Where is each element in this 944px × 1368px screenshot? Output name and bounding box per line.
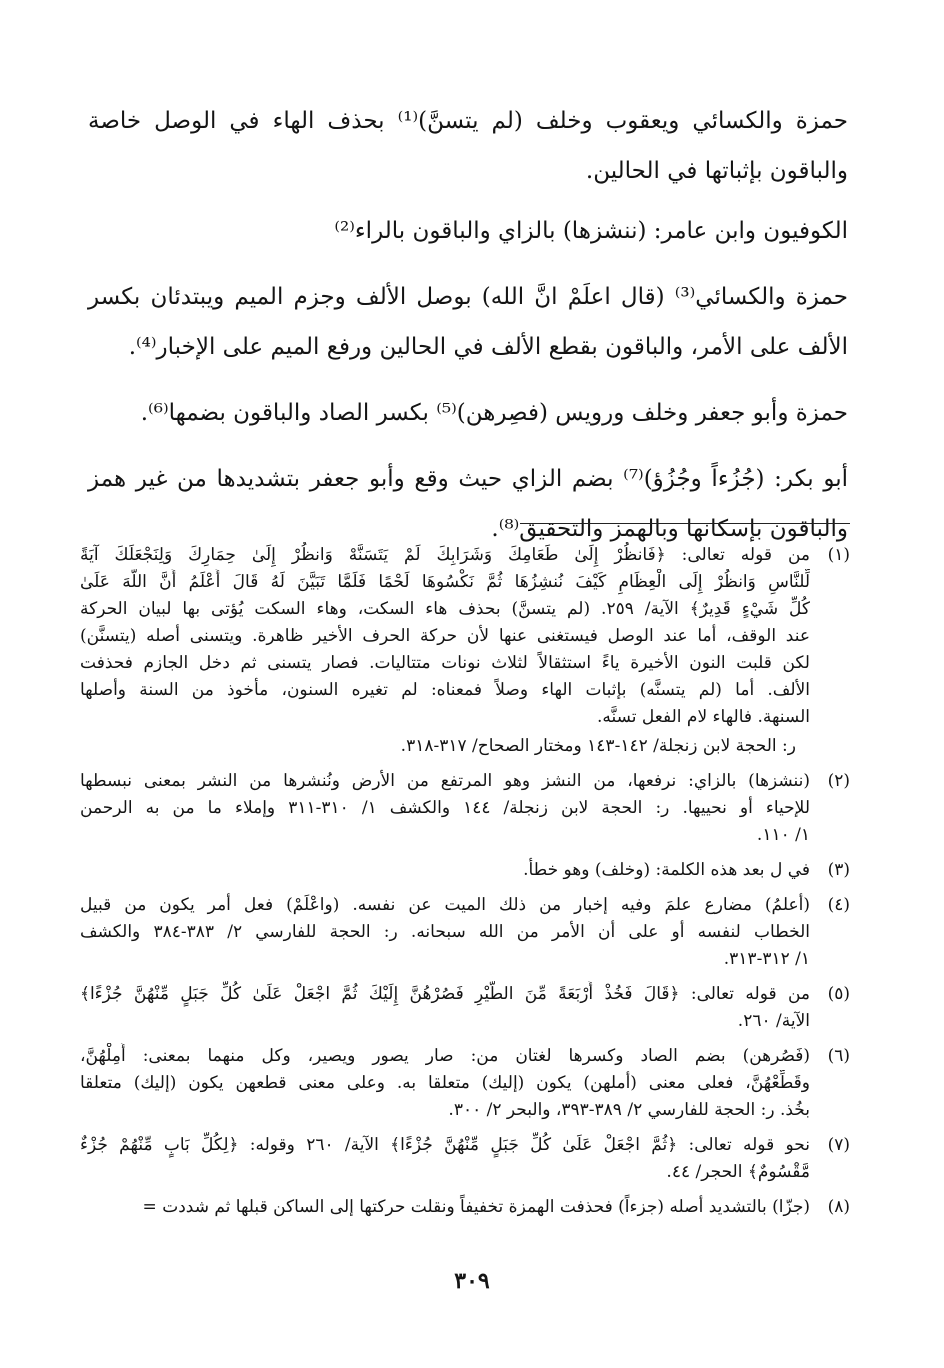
footnote-body xyxy=(80,857,810,884)
footnote-number: (٧) xyxy=(827,1135,850,1155)
footnote-line: لكن قلبت النون الأخيرة ياءً استثقالاً لثلاث نونات متتاليات. فصار يتسنى ثم دخل الجازم فحذفت xyxy=(80,653,810,673)
footnote-line: لِّلنَّاسِ وَانظُرْ إِلَى الْعِظَامِ كَيْفَ نُنشِزُهَا ثُمَّ نَكْسُوهَا لَحْمًا فَلَمَّا تَبَيَّنَ لَهُ قَالَ أَعْلَمُ أَنَّ اللَّهَ عَلَىٰ xyxy=(80,572,810,592)
footnote-number: (٦) xyxy=(827,1046,850,1066)
footnote-line: مَّقْسُومٌ﴾ الحجر/ ٤٤. xyxy=(666,1162,810,1182)
footnote-line: السنهة. فالهاء لام الفعل تسنَّه. xyxy=(596,707,810,727)
page-number: ٣٠٩ xyxy=(454,1268,490,1294)
footnote-line: عند الوقف، أما عند الوصل فيستغنى عنها لأن حركة الحرف الأخير ظاهرة. ويتسنى أصله (يتسنَّن) xyxy=(80,626,810,646)
footnote-reference: ر: الحجة لابن زنجلة/ ١٤٢-١٤٣ ومختار الصحاح/ ٣١٧-٣١٨. xyxy=(400,736,796,756)
footnote-line: ١/ ٣١٢-٣١٣. xyxy=(723,949,810,969)
footnote-number: (٥) xyxy=(827,984,850,1004)
footnote-line: الآية/ ٢٦٠. xyxy=(737,1011,810,1031)
footnote-number: (٢) xyxy=(827,771,850,791)
footnote-line: بخُذ. ر: الحجة للفارسي ٢/ ٣٨٩-٣٩٣، والبحر ٢/ ٣٠٠. xyxy=(448,1100,810,1120)
footnote-body xyxy=(80,1043,810,1124)
footnote-line: كُلِّ شَيْءٍ قَدِيرٌ﴾ الآية/ ٢٥٩. (لم يتسنَّ) بحذف هاء السكت، وهاء السكت يُؤتى بها لبيان الحركة xyxy=(80,599,810,619)
footnote-line: الخطاب لنفسه أو على أن الأمر من الله سبحانه. ر: الحجة للفارسي ٢/ ٣٨٣-٣٨٤ والكشف xyxy=(80,922,810,942)
footnote xyxy=(80,768,850,849)
footnote-body xyxy=(80,1132,810,1186)
footnote-body xyxy=(80,981,810,1035)
footnote-body xyxy=(80,1194,810,1221)
main-text xyxy=(88,96,848,570)
footnote-line: وقَطِّعْهُنَّ، فعلى معنى (أملهن) يكون (إليك) متعلقا به. وعلى معنى قطعهن يكون (إليك) متعلقا xyxy=(80,1073,810,1093)
footnote-number: (١) xyxy=(827,545,850,565)
footnote xyxy=(80,857,850,884)
footnote-body xyxy=(80,542,810,760)
footnote-separator xyxy=(520,523,850,524)
footnote xyxy=(80,542,850,760)
footnote-line: في ل بعد هذه الكلمة: (وخلف) وهو خطأ. xyxy=(523,860,810,880)
footnote-line: (أعلمُ) مضارع علمَ وفيه إخبار من ذلك الميت عن نفسه. (واعْلَمْ) فعل أمر يكون من قبيل xyxy=(80,895,810,915)
footnote-line: (جزّا) بالتشديد أصله (جزءاً) فحذفت الهمزة تخفيفاً ونقلت حركتها إلى الساكن قبلها ثم شددت = xyxy=(142,1197,810,1217)
main-paragraph: أبو بكر: (جُزُءاً وجُزُؤ)⁽⁷⁾ بضم الزاي حيث وقع وأبو جعفر بتشديدها من غير همز والباقون بإسكانها وبالهمز والتحقيق⁽⁸⁾. xyxy=(88,466,849,542)
footnote-line: نحو قوله تعالى: ﴿ثُمَّ اجْعَلْ عَلَىٰ كُلِّ جَبَلٍ مِّنْهُنَّ جُزْءًا﴾ الآية/ ٢٦٠ وقوله: ﴿لِكُلِّ بَابٍ مِّنْهُمْ جُزْءٌ xyxy=(80,1135,810,1155)
footnote xyxy=(80,892,850,973)
footnote-number: (٨) xyxy=(827,1197,850,1217)
footnote-line: من قوله تعالى: ﴿قَالَ فَخُذْ أَرْبَعَةً مِّنَ الطَّيْرِ فَصُرْهُنَّ إِلَيْكَ ثُمَّ اجْعَلْ عَلَىٰ كُلِّ جَبَلٍ مِّنْهُنَّ جُزْءًا﴾ xyxy=(80,984,810,1004)
main-paragraph: الكوفيون وابن عامر: (ننشزها) بالزاي والباقون بالراء⁽²⁾ xyxy=(334,218,848,244)
footnote xyxy=(80,1043,850,1124)
main-paragraph: حمزة وأبو جعفر وخلف ورويس (فصِرهن)⁽⁵⁾ بكسر الصاد والباقون بضمها⁽⁶⁾. xyxy=(140,400,848,426)
footnote-number: (٣) xyxy=(827,860,850,880)
footnote-body xyxy=(80,892,810,973)
footnote xyxy=(80,981,850,1035)
footnote xyxy=(80,1194,850,1221)
footnote-body xyxy=(80,768,810,849)
footnotes xyxy=(80,542,850,1229)
footnote-line: (ننشزها) بالزاي: نرفعها، من النشز وهو المرتفع من الأرض ونُنشرها من النشر بمعنى نبسطها xyxy=(80,771,810,791)
footnote-line: ١/ ١١٠. xyxy=(756,825,810,845)
footnote-line: الألف. أما (لم يتسنَّه) بإثبات الهاء وصلاً فمعناه: لم تغيره السنون، مأخوذ من السنة وأصلها xyxy=(80,680,810,700)
footnote-number: (٤) xyxy=(827,895,850,915)
main-paragraph: حمزة والكسائي⁽³⁾ (قال اعلَمْ انَّ الله) بوصل الألف وجزم الميم ويبتدئان بكسر الألف على الأمر، والباقون بقطع الألف في الحالين ورفع الميم على الإخبار⁽⁴⁾. xyxy=(88,284,848,360)
footnote-line: للإحياء أو نحييها. ر: الحجة لابن زنجلة/ ١٤٤ والكشف ١/ ٣١٠-٣١١ وإملاء ما من به الرحمن xyxy=(80,798,810,818)
footnote-line: من قوله تعالى: ﴿فَانظُرْ إِلَىٰ طَعَامِكَ وَشَرَابِكَ لَمْ يَتَسَنَّهْ وَانظُرْ إِلَىٰ حِمَارِكَ وَلِنَجْعَلَكَ آيَةً xyxy=(80,545,810,565)
footnote-line: (فَصُرهن) بضم الصاد وكسرها لغتان من: صار يصور ويصير، وكل منهما بمعنى: أَمِلْهُنَّ، xyxy=(80,1046,810,1066)
footnote xyxy=(80,1132,850,1186)
main-paragraph: حمزة والكسائي ويعقوب وخلف (لم يتسنَّ)⁽¹⁾ بحذف الهاء في الوصل خاصة والباقون بإثباتها في الحالين. xyxy=(88,108,848,184)
